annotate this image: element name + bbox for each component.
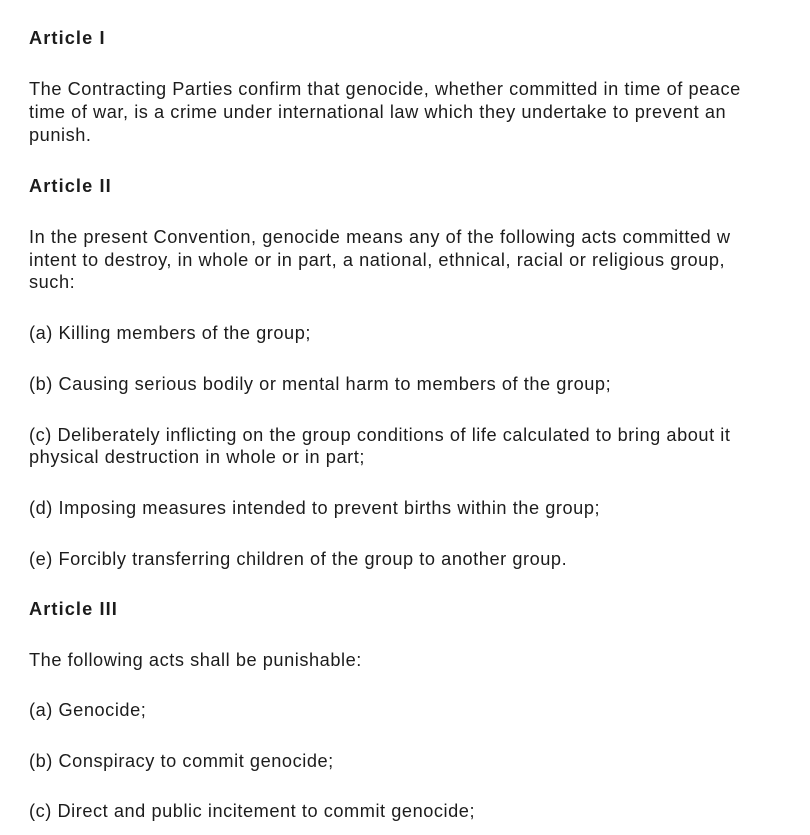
article-1-heading: Article I — [29, 28, 106, 48]
article-3-item-c: (c) Direct and public incitement to commit genocide; — [29, 801, 476, 821]
article-2-item-a: (a) Killing members of the group; — [29, 323, 311, 343]
article-2-paragraph-line: such: — [29, 272, 76, 292]
article-1-paragraph-line: The Contracting Parties confirm that genocide, whether committed in time of peace — [29, 79, 741, 99]
article-1-paragraph-line: time of war, is a crime under international law which they undertake to prevent an — [29, 102, 727, 122]
article-2-paragraph-line: intent to destroy, in whole or in part, a national, ethnical, racial or religious group, — [29, 250, 726, 270]
article-3-intro: The following acts shall be punishable: — [29, 650, 362, 670]
article-2-item-c-continued: physical destruction in whole or in part; — [29, 447, 365, 467]
article-2-item-e: (e) Forcibly transferring children of the group to another group. — [29, 549, 568, 569]
article-3-item-b: (b) Conspiracy to commit genocide; — [29, 751, 334, 771]
article-3-item-a: (a) Genocide; — [29, 700, 147, 720]
article-3-heading: Article III — [29, 599, 118, 619]
article-2-item-b: (b) Causing serious bodily or mental harm to members of the group; — [29, 374, 612, 394]
article-2-item-c: (c) Deliberately inflicting on the group conditions of life calculated to bring about it — [29, 425, 731, 445]
article-1-paragraph-line: punish. — [29, 125, 92, 145]
article-2-paragraph-line: In the present Convention, genocide means any of the following acts committed w — [29, 227, 731, 247]
article-2-heading: Article II — [29, 176, 112, 196]
article-2-item-d: (d) Imposing measures intended to prevent births within the group; — [29, 498, 601, 518]
